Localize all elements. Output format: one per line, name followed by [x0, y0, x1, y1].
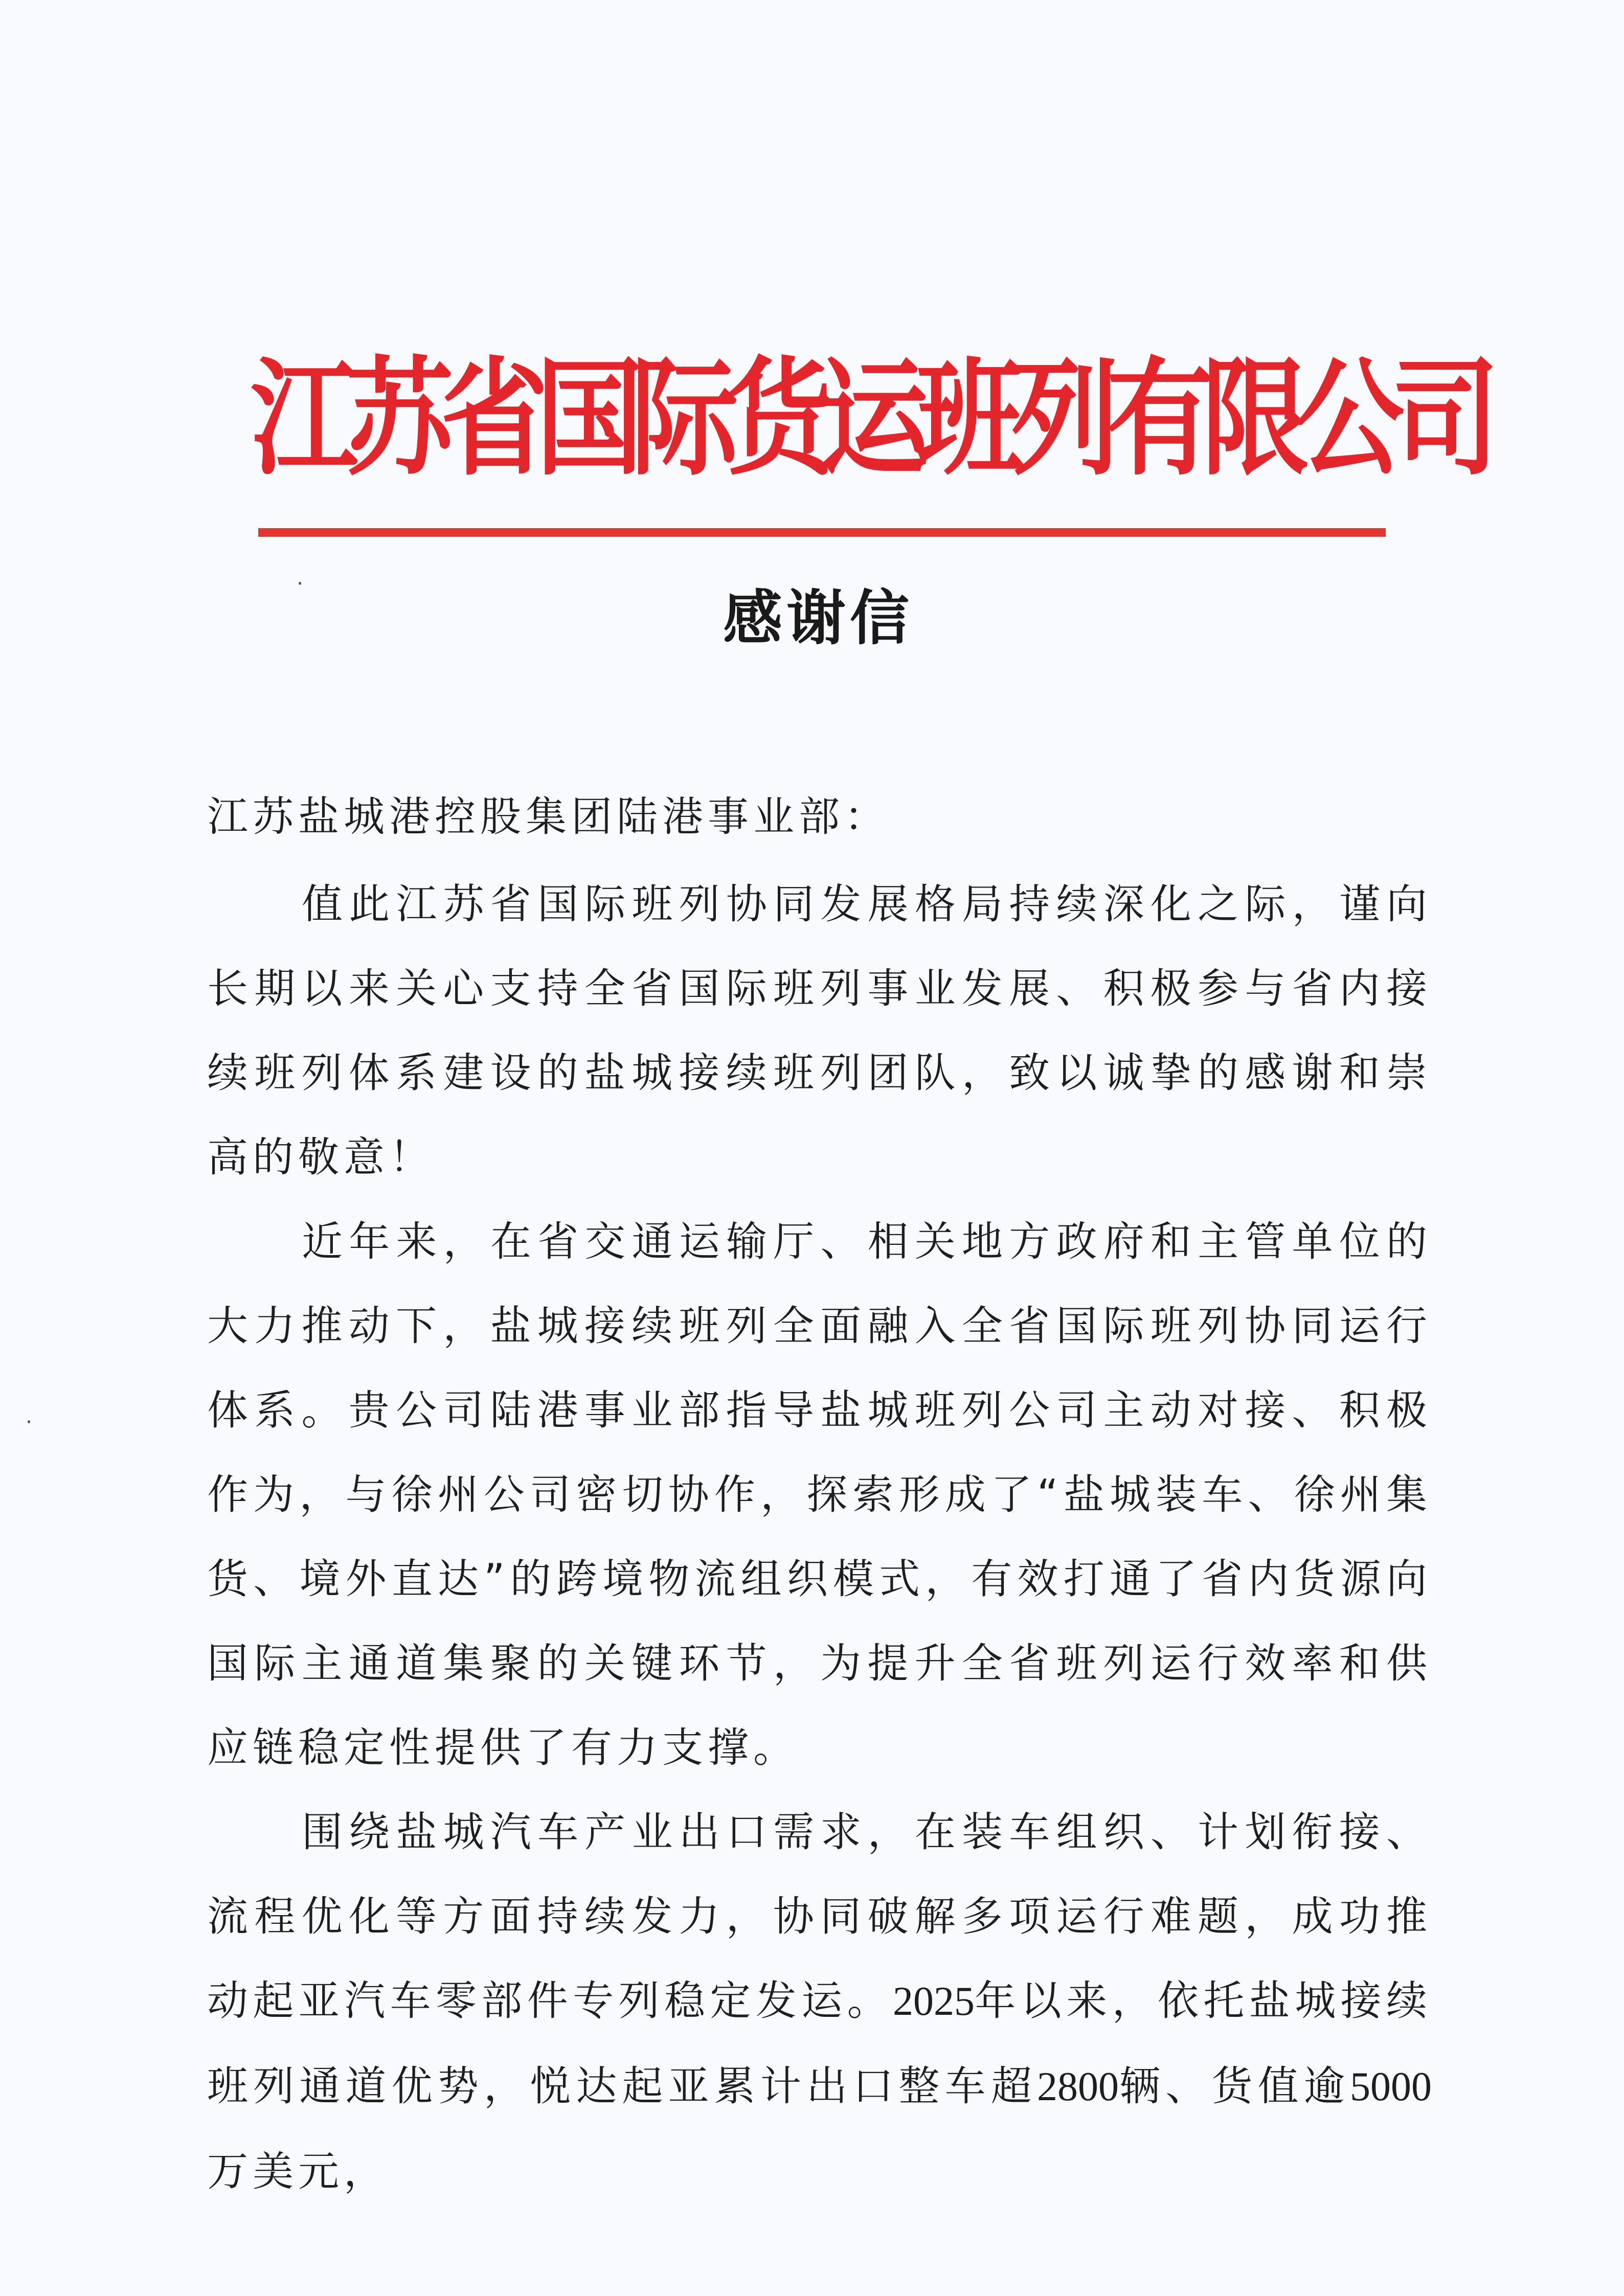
- title-char: 苏: [346, 345, 454, 493]
- scan-speck: [28, 1420, 30, 1423]
- title-char: 货: [726, 345, 834, 493]
- title-char: 限: [1202, 345, 1310, 493]
- paragraph-text: 辆、货值逾: [1119, 2062, 1350, 2110]
- paragraph-text: 围绕盐城汽车产业出口需求，在装车组织、计划衔接、流程优化等方面持续发力，协同破解多项运行难题，成功推动起亚汽车零部件专列稳定发运。: [207, 1808, 1432, 2025]
- title-char: 司: [1392, 345, 1500, 493]
- document-heading: 感谢信: [723, 583, 913, 653]
- scan-speck: [299, 582, 301, 585]
- cargo-value: 5000: [1350, 2064, 1432, 2109]
- letterhead-red-rule: [258, 528, 1386, 537]
- paragraph: 值此江苏省国际班列协同发展格局持续深化之际，谨向长期以来关心支持全省国际班列事业发展、积极参与省内接续班列体系建设的盐城接续班列团队，致以诚挚的感谢和崇高的敬意！: [207, 880, 1432, 1181]
- title-char: 有: [1107, 345, 1214, 493]
- vehicle-count: 2800: [1037, 2064, 1119, 2109]
- title-char: 江: [251, 345, 358, 493]
- title-char: 国: [536, 345, 644, 493]
- title-char: 省: [441, 345, 549, 493]
- title-char: 列: [1011, 345, 1119, 493]
- title-char: 公: [1297, 345, 1405, 493]
- paragraph: [207, 1790, 1432, 2214]
- paragraph-text: 万美元，: [207, 2148, 389, 2195]
- title-char: 班: [916, 345, 1024, 493]
- paragraph: 近年来，在省交通运输厅、相关地方政府和主管单位的大力推动下，盐城接续班列全面融入全省国际班列协同运行体系。贵公司陆港事业部指导盐城班列公司主动对接、积极作为，与徐州公司密切协作，探索形成了“盐城装车、徐州集货、境外直达”的跨境物流组织模式，有效打通了省内货源向国际主通道集聚的关键环节，为提升全省班列运行效率和供应链稳定性提供了有力支撑。: [207, 1218, 1432, 1771]
- paragraph-text: 年以来，依托盐城接续班列通道优势，悦达起亚累计出口整车超: [207, 1977, 1432, 2110]
- letter-body: [207, 775, 1432, 2214]
- salutation: 江苏盐城港控股集团陆港事业部：: [207, 793, 890, 840]
- year-value: 2025: [893, 1979, 975, 2024]
- title-char: 运: [821, 345, 929, 493]
- letterhead-company-name: [251, 341, 1500, 498]
- title-char: 际: [631, 345, 739, 493]
